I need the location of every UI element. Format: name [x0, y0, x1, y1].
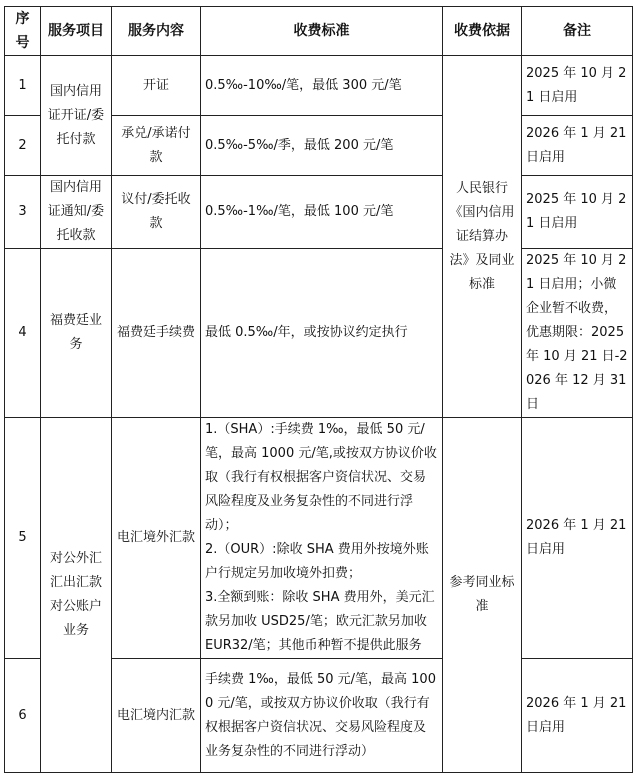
row-no: 3: [5, 176, 41, 249]
service-item: 国内信用证开证/委托付款: [41, 56, 112, 176]
table-row: [5, 176, 633, 249]
row-no: 1: [5, 56, 41, 116]
service-item: 对公外汇汇出汇款对公账户业务: [41, 418, 112, 773]
fee-basis-pboc: 人民银行《国内信用证结算办法》及同业标准: [443, 56, 522, 418]
header-note: 备注: [522, 7, 633, 56]
fee-basis-peer: 参考同业标准: [443, 418, 522, 773]
fee-standard: 0.5‰-1‰/笔，最低 100 元/笔: [201, 176, 443, 249]
header-basis: 收费依据: [443, 7, 522, 56]
header-standard: 收费标准: [201, 7, 443, 56]
header-item: 服务项目: [41, 7, 112, 56]
service-content: 承兑/承诺付款: [112, 116, 201, 176]
row-no: 5: [5, 418, 41, 659]
header-no: 序号: [5, 7, 41, 56]
service-content: 电汇境内汇款: [112, 659, 201, 773]
fee-standard: 0.5‰-10‰/笔，最低 300 元/笔: [201, 56, 443, 116]
row-no: 2: [5, 116, 41, 176]
fee-standard: 0.5‰-5‰/季，最低 200 元/笔: [201, 116, 443, 176]
fee-standard-line: 1.（SHA）:手续费 1‰，最低 50 元/笔，最高 1000 元/笔,或按双方协议价收取（我行有权根据客户资信状况、交易风险程度及业务复杂性的不同进行浮动）；: [205, 422, 437, 533]
service-content: 电汇境外汇款: [112, 418, 201, 659]
table-row: [5, 249, 633, 418]
row-no: 6: [5, 659, 41, 773]
fee-schedule-table: [4, 6, 633, 773]
header-row: [5, 7, 633, 56]
service-item: 国内信用证通知/委托收款: [41, 176, 112, 249]
header-content: 服务内容: [112, 7, 201, 56]
row-note: 2025 年 10 月 21 日启用: [522, 176, 633, 249]
row-note: 2025 年 10 月 21 日启用；小微企业暂不收费，优惠期限：2025 年 10 月 21 日-2026 年 12 月 31 日: [522, 249, 633, 418]
service-content: 福费廷手续费: [112, 249, 201, 418]
row-no: 4: [5, 249, 41, 418]
fee-standard-line: 3.全额到账：除收 SHA 费用外，美元汇款另加收 USD25/笔；欧元汇款另加收 EUR32/笔；其他币种暂不提供此服务: [205, 590, 435, 653]
fee-standard-line: 2.（OUR）:除收 SHA 费用外按境外账户行规定另加收境外扣费；: [205, 542, 429, 581]
table-row: [5, 56, 633, 116]
service-content: 议付/委托收款: [112, 176, 201, 249]
service-content: 开证: [112, 56, 201, 116]
fee-standard: 手续费 1‰，最低 50 元/笔，最高 1000 元/笔，或按双方协议价收取（我行有权根据客户资信状况、交易风险程度及业务复杂性的不同进行浮动）: [201, 659, 443, 773]
fee-standard: 最低 0.5‰/年，或按协议约定执行: [201, 249, 443, 418]
row-note: 2026 年 1 月 21 日启用: [522, 418, 633, 659]
service-item: 福费廷业务: [41, 249, 112, 418]
table-row: [5, 418, 633, 659]
row-note: 2026 年 1 月 21 日启用: [522, 659, 633, 773]
row-note: 2025 年 10 月 21 日启用: [522, 56, 633, 116]
fee-standard: [201, 418, 443, 659]
row-note: 2026 年 1 月 21 日启用: [522, 116, 633, 176]
